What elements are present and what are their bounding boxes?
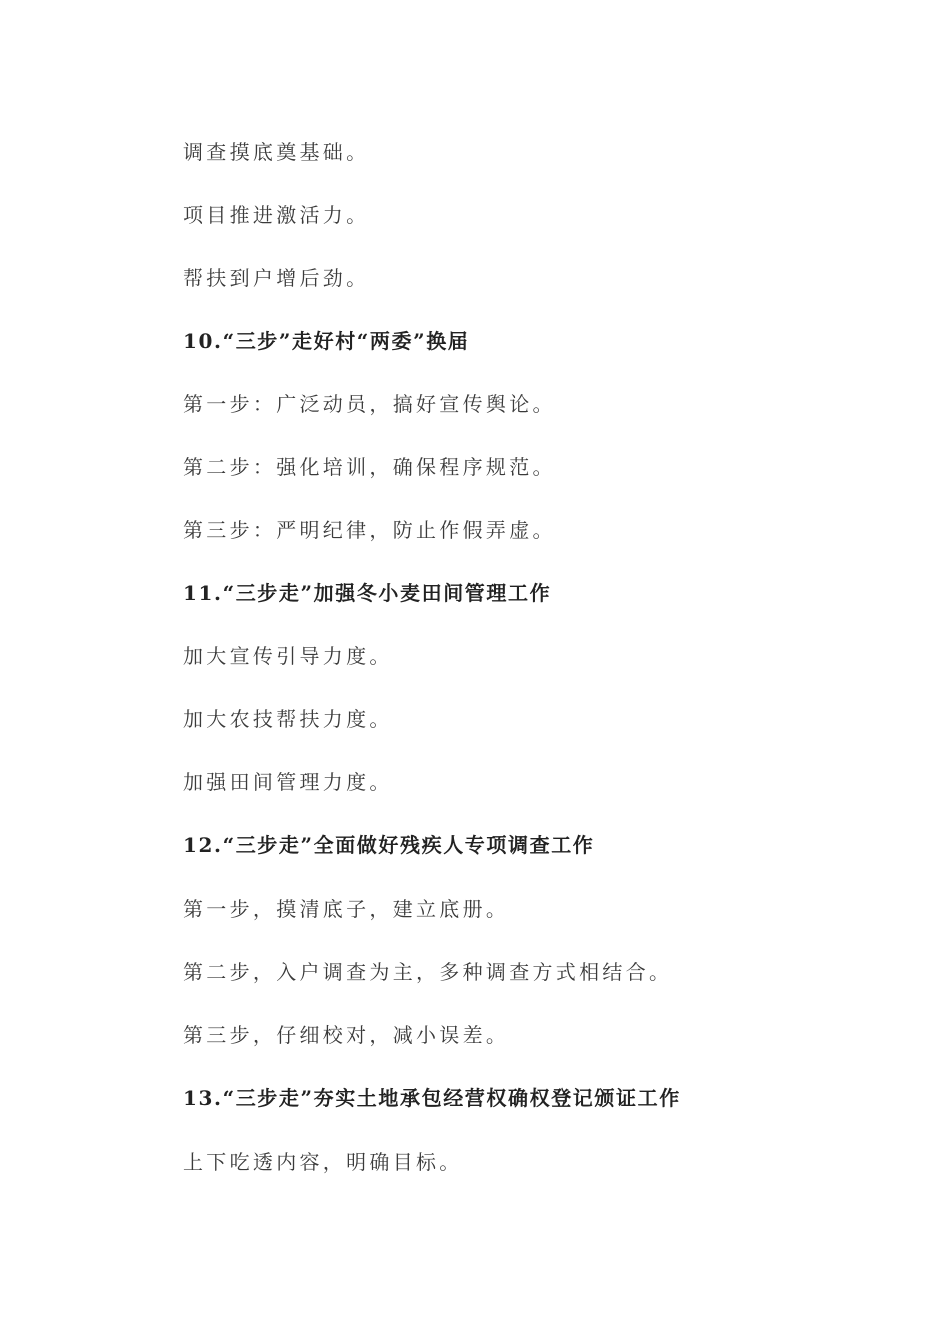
body-line: 第二步，入户调查为主，多种调查方式相结合。 (183, 960, 673, 984)
body-line: 加大宣传引导力度。 (183, 644, 393, 668)
section-heading: 13.“三步走”夯实土地承包经营权确权登记颁证工作 (183, 1086, 681, 1110)
body-line: 上下吃透内容，明确目标。 (183, 1150, 463, 1174)
body-line: 第一步，摸清底子，建立底册。 (183, 897, 510, 921)
section-heading: 11.“三步走”加强冬小麦田间管理工作 (183, 581, 552, 605)
body-line: 帮扶到户增后劲。 (183, 266, 370, 290)
body-line: 第一步：广泛动员，搞好宣传舆论。 (183, 392, 556, 416)
body-line: 加大农技帮扶力度。 (183, 707, 393, 731)
body-line: 第三步：严明纪律，防止作假弄虚。 (183, 518, 556, 542)
body-line: 调查摸底奠基础。 (183, 140, 370, 164)
body-line: 项目推进激活力。 (183, 203, 370, 227)
section-heading: 10.“三步”走好村“两委”换届 (183, 329, 470, 353)
body-line: 加强田间管理力度。 (183, 770, 393, 794)
section-heading: 12.“三步走”全面做好残疾人专项调查工作 (183, 833, 595, 857)
body-line: 第二步：强化培训，确保程序规范。 (183, 455, 556, 479)
body-line: 第三步，仔细校对，减小误差。 (183, 1023, 510, 1047)
